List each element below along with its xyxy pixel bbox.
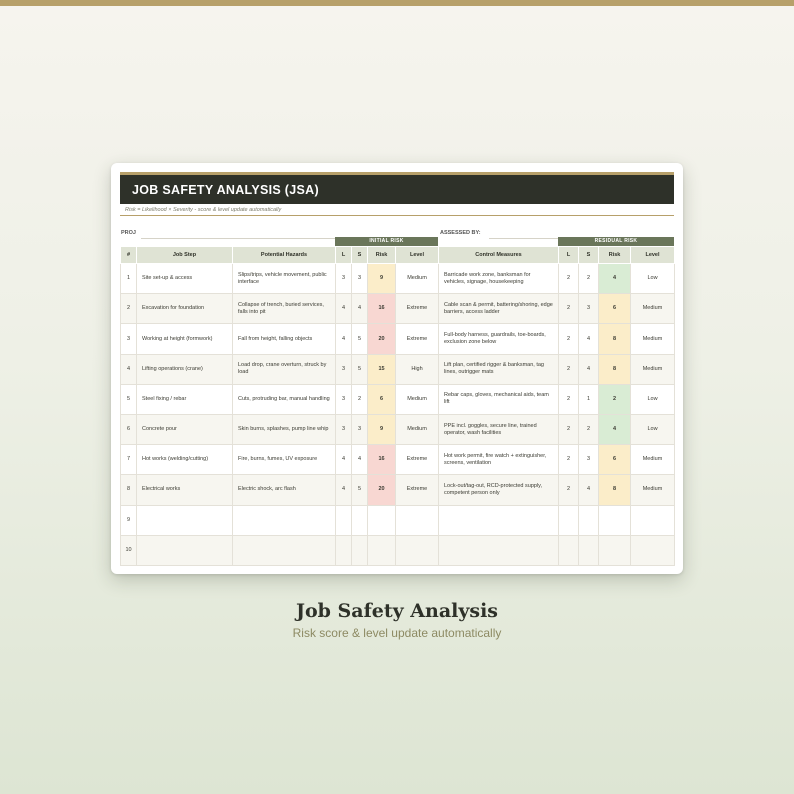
table-row (121, 354, 675, 384)
risk-level-cell[interactable]: Extreme (396, 294, 439, 324)
job-step-cell[interactable]: Concrete pour (137, 414, 233, 444)
col-header-controls: Control Measures (439, 247, 559, 264)
residual-risk-level-cell[interactable]: Low (631, 414, 675, 444)
severity-cell[interactable] (352, 535, 368, 565)
table-row (121, 475, 675, 505)
hazards-cell[interactable]: Skin burns, splashes, pump line whip (233, 414, 336, 444)
residual-severity-cell[interactable]: 3 (579, 445, 599, 475)
hazards-cell[interactable]: Slips/trips, vehicle movement, public interface (233, 264, 336, 294)
sheet-title: JOB SAFETY ANALYSIS (JSA) (120, 175, 674, 204)
residual-likelihood-cell[interactable]: 2 (559, 324, 579, 354)
residual-risk-score-cell[interactable]: 4 (599, 414, 631, 444)
job-step-cell[interactable]: Site set-up & access (137, 264, 233, 294)
risk-score-cell[interactable] (368, 535, 396, 565)
col-header-severity: S (352, 247, 368, 264)
severity-cell[interactable]: 3 (352, 264, 368, 294)
formula-note: Risk = Likelihood × Severity - score & level update automatically (125, 207, 282, 213)
controls-cell[interactable]: Barricade work zone, banksman for vehicles, signage, housekeeping (439, 264, 559, 294)
residual-likelihood-cell[interactable]: 2 (559, 294, 579, 324)
residual-severity-cell[interactable] (579, 505, 599, 535)
controls-cell[interactable] (439, 535, 559, 565)
job-step-cell[interactable]: Excavation for foundation (137, 294, 233, 324)
residual-risk-level-cell[interactable]: Medium (631, 294, 675, 324)
residual-risk-score-cell[interactable]: 8 (599, 324, 631, 354)
risk-score-cell[interactable]: 20 (368, 475, 396, 505)
residual-likelihood-cell[interactable]: 2 (559, 384, 579, 414)
residual-risk-level-cell[interactable]: Low (631, 384, 675, 414)
residual-risk-level-cell[interactable]: Medium (631, 475, 675, 505)
project-field[interactable] (141, 238, 336, 239)
risk-score-cell[interactable]: 16 (368, 445, 396, 475)
hazards-cell[interactable]: Electric shock, arc flash (233, 475, 336, 505)
residual-likelihood-cell[interactable] (559, 535, 579, 565)
row-number[interactable]: 7 (121, 445, 137, 475)
hazards-cell[interactable] (233, 505, 336, 535)
table-row (121, 445, 675, 475)
residual-likelihood-cell[interactable] (559, 505, 579, 535)
likelihood-cell[interactable]: 3 (336, 354, 352, 384)
residual-risk-level-cell[interactable]: Medium (631, 445, 675, 475)
residual-severity-cell[interactable]: 1 (579, 384, 599, 414)
controls-cell[interactable]: Full-body harness, guardrails, toe-boards, exclusion zone below (439, 324, 559, 354)
likelihood-cell[interactable]: 3 (336, 414, 352, 444)
controls-cell[interactable]: Lift plan, certified rigger & banksman, tag lines, outrigger mats (439, 354, 559, 384)
residual-likelihood-cell[interactable]: 2 (559, 475, 579, 505)
residual-risk-level-cell[interactable] (631, 535, 675, 565)
risk-score-cell[interactable] (368, 505, 396, 535)
likelihood-cell[interactable]: 4 (336, 294, 352, 324)
col-header-residual-likelihood: L (559, 247, 579, 264)
risk-score-cell[interactable]: 9 (368, 264, 396, 294)
residual-likelihood-cell[interactable]: 2 (559, 414, 579, 444)
likelihood-cell[interactable]: 3 (336, 264, 352, 294)
risk-level-cell[interactable]: High (396, 354, 439, 384)
risk-score-cell[interactable]: 6 (368, 384, 396, 414)
residual-severity-cell[interactable]: 3 (579, 294, 599, 324)
severity-cell[interactable]: 4 (352, 294, 368, 324)
risk-score-cell[interactable]: 15 (368, 354, 396, 384)
risk-score-cell[interactable]: 20 (368, 324, 396, 354)
hazards-cell[interactable]: Collapse of trench, buried services, falls into pit (233, 294, 336, 324)
controls-cell[interactable]: Hot work permit, fire watch + extinguisher, screens, ventilation (439, 445, 559, 475)
residual-risk-level-cell[interactable]: Medium (631, 354, 675, 384)
caption-subtitle: Risk score & level update automatically (292, 626, 502, 640)
controls-cell[interactable]: PPE incl. goggles, secure line, trained operator, wash facilities (439, 414, 559, 444)
residual-risk-score-cell[interactable]: 6 (599, 294, 631, 324)
hazards-cell[interactable]: Fall from height, falling objects (233, 324, 336, 354)
job-step-cell[interactable] (137, 505, 233, 535)
risk-level-cell[interactable]: Medium (396, 384, 439, 414)
row-number[interactable]: 2 (121, 294, 137, 324)
residual-risk-score-cell[interactable]: 4 (599, 264, 631, 294)
table-row (121, 384, 675, 414)
controls-cell[interactable]: Rebar caps, gloves, mechanical aids, team lift (439, 384, 559, 414)
likelihood-cell[interactable]: 4 (336, 324, 352, 354)
job-step-cell[interactable]: Hot works (welding/cutting) (137, 445, 233, 475)
col-header-risk: Risk (368, 247, 396, 264)
col-header-residual-risk: Risk (599, 247, 631, 264)
residual-severity-cell[interactable]: 4 (579, 324, 599, 354)
risk-level-cell[interactable]: Extreme (396, 445, 439, 475)
job-step-cell[interactable]: Steel fixing / rebar (137, 384, 233, 414)
severity-cell[interactable]: 2 (352, 384, 368, 414)
risk-level-cell[interactable]: Medium (396, 264, 439, 294)
residual-severity-cell[interactable]: 2 (579, 414, 599, 444)
table-row (121, 324, 675, 354)
severity-cell[interactable]: 4 (352, 445, 368, 475)
col-header-level: Level (396, 247, 439, 264)
hazards-cell[interactable]: Fire, burns, fumes, UV exposure (233, 445, 336, 475)
table-header-row (121, 247, 675, 264)
risk-score-cell[interactable]: 16 (368, 294, 396, 324)
row-number[interactable]: 3 (121, 324, 137, 354)
assessed-by-field[interactable] (489, 238, 559, 239)
assessed-by-label: ASSESSED BY: (440, 230, 481, 236)
risk-score-cell[interactable]: 9 (368, 414, 396, 444)
likelihood-cell[interactable]: 4 (336, 475, 352, 505)
residual-likelihood-cell[interactable]: 2 (559, 264, 579, 294)
severity-cell[interactable]: 5 (352, 354, 368, 384)
caption-title: Job Safety Analysis (295, 600, 499, 622)
hazards-cell[interactable]: Load drop, crane overturn, struck by load (233, 354, 336, 384)
likelihood-cell[interactable]: 3 (336, 384, 352, 414)
row-number[interactable]: 4 (121, 354, 137, 384)
col-header-job-step: Job Step (137, 247, 233, 264)
severity-cell[interactable] (352, 505, 368, 535)
residual-risk-score-cell[interactable]: 8 (599, 475, 631, 505)
residual-risk-score-cell[interactable]: 6 (599, 445, 631, 475)
hazards-cell[interactable]: Cuts, protruding bar, manual handling (233, 384, 336, 414)
residual-severity-cell[interactable]: 4 (579, 354, 599, 384)
note-divider (120, 215, 674, 216)
initial-risk-group-header: INITIAL RISK (335, 237, 438, 246)
risk-level-cell[interactable]: Extreme (396, 475, 439, 505)
residual-risk-group-header: RESIDUAL RISK (558, 237, 674, 246)
residual-severity-cell[interactable]: 2 (579, 264, 599, 294)
spreadsheet-preview-card (111, 163, 683, 574)
jsa-table (120, 246, 675, 566)
table-row (121, 535, 675, 565)
job-step-cell[interactable]: Electrical works (137, 475, 233, 505)
residual-risk-score-cell[interactable]: 8 (599, 354, 631, 384)
likelihood-cell[interactable] (336, 535, 352, 565)
table-row (121, 414, 675, 444)
job-step-cell[interactable]: Lifting operations (crane) (137, 354, 233, 384)
col-header-likelihood: L (336, 247, 352, 264)
residual-risk-score-cell[interactable] (599, 535, 631, 565)
row-number[interactable]: 10 (121, 535, 137, 565)
residual-risk-level-cell[interactable]: Medium (631, 324, 675, 354)
residual-likelihood-cell[interactable]: 2 (559, 354, 579, 384)
job-step-cell[interactable] (137, 535, 233, 565)
row-number[interactable]: 6 (121, 414, 137, 444)
controls-cell[interactable]: Cable scan & permit, battering/shoring, edge barriers, access ladder (439, 294, 559, 324)
residual-risk-score-cell[interactable]: 2 (599, 384, 631, 414)
risk-level-cell[interactable]: Medium (396, 414, 439, 444)
residual-risk-score-cell[interactable] (599, 505, 631, 535)
row-number[interactable]: 9 (121, 505, 137, 535)
severity-cell[interactable]: 3 (352, 414, 368, 444)
severity-cell[interactable]: 5 (352, 324, 368, 354)
residual-severity-cell[interactable]: 4 (579, 475, 599, 505)
residual-risk-level-cell[interactable] (631, 505, 675, 535)
hazards-cell[interactable] (233, 535, 336, 565)
risk-level-cell[interactable] (396, 505, 439, 535)
controls-cell[interactable] (439, 505, 559, 535)
col-header-num: # (121, 247, 137, 264)
residual-severity-cell[interactable] (579, 535, 599, 565)
likelihood-cell[interactable]: 4 (336, 445, 352, 475)
row-number[interactable]: 1 (121, 264, 137, 294)
row-number[interactable]: 5 (121, 384, 137, 414)
top-accent-bar (0, 0, 794, 6)
col-header-hazards: Potential Hazards (233, 247, 336, 264)
table-row (121, 264, 675, 294)
col-header-residual-severity: S (579, 247, 599, 264)
risk-level-cell[interactable] (396, 535, 439, 565)
severity-cell[interactable]: 5 (352, 475, 368, 505)
table-row (121, 294, 675, 324)
likelihood-cell[interactable] (336, 505, 352, 535)
residual-risk-level-cell[interactable]: Low (631, 264, 675, 294)
controls-cell[interactable]: Lock-out/tag-out, RCD-protected supply, competent person only (439, 475, 559, 505)
project-label: PROJ (121, 230, 136, 236)
col-header-residual-level: Level (631, 247, 675, 264)
row-number[interactable]: 8 (121, 475, 137, 505)
job-step-cell[interactable]: Working at height (formwork) (137, 324, 233, 354)
residual-likelihood-cell[interactable]: 2 (559, 445, 579, 475)
risk-level-cell[interactable]: Extreme (396, 324, 439, 354)
table-row (121, 505, 675, 535)
